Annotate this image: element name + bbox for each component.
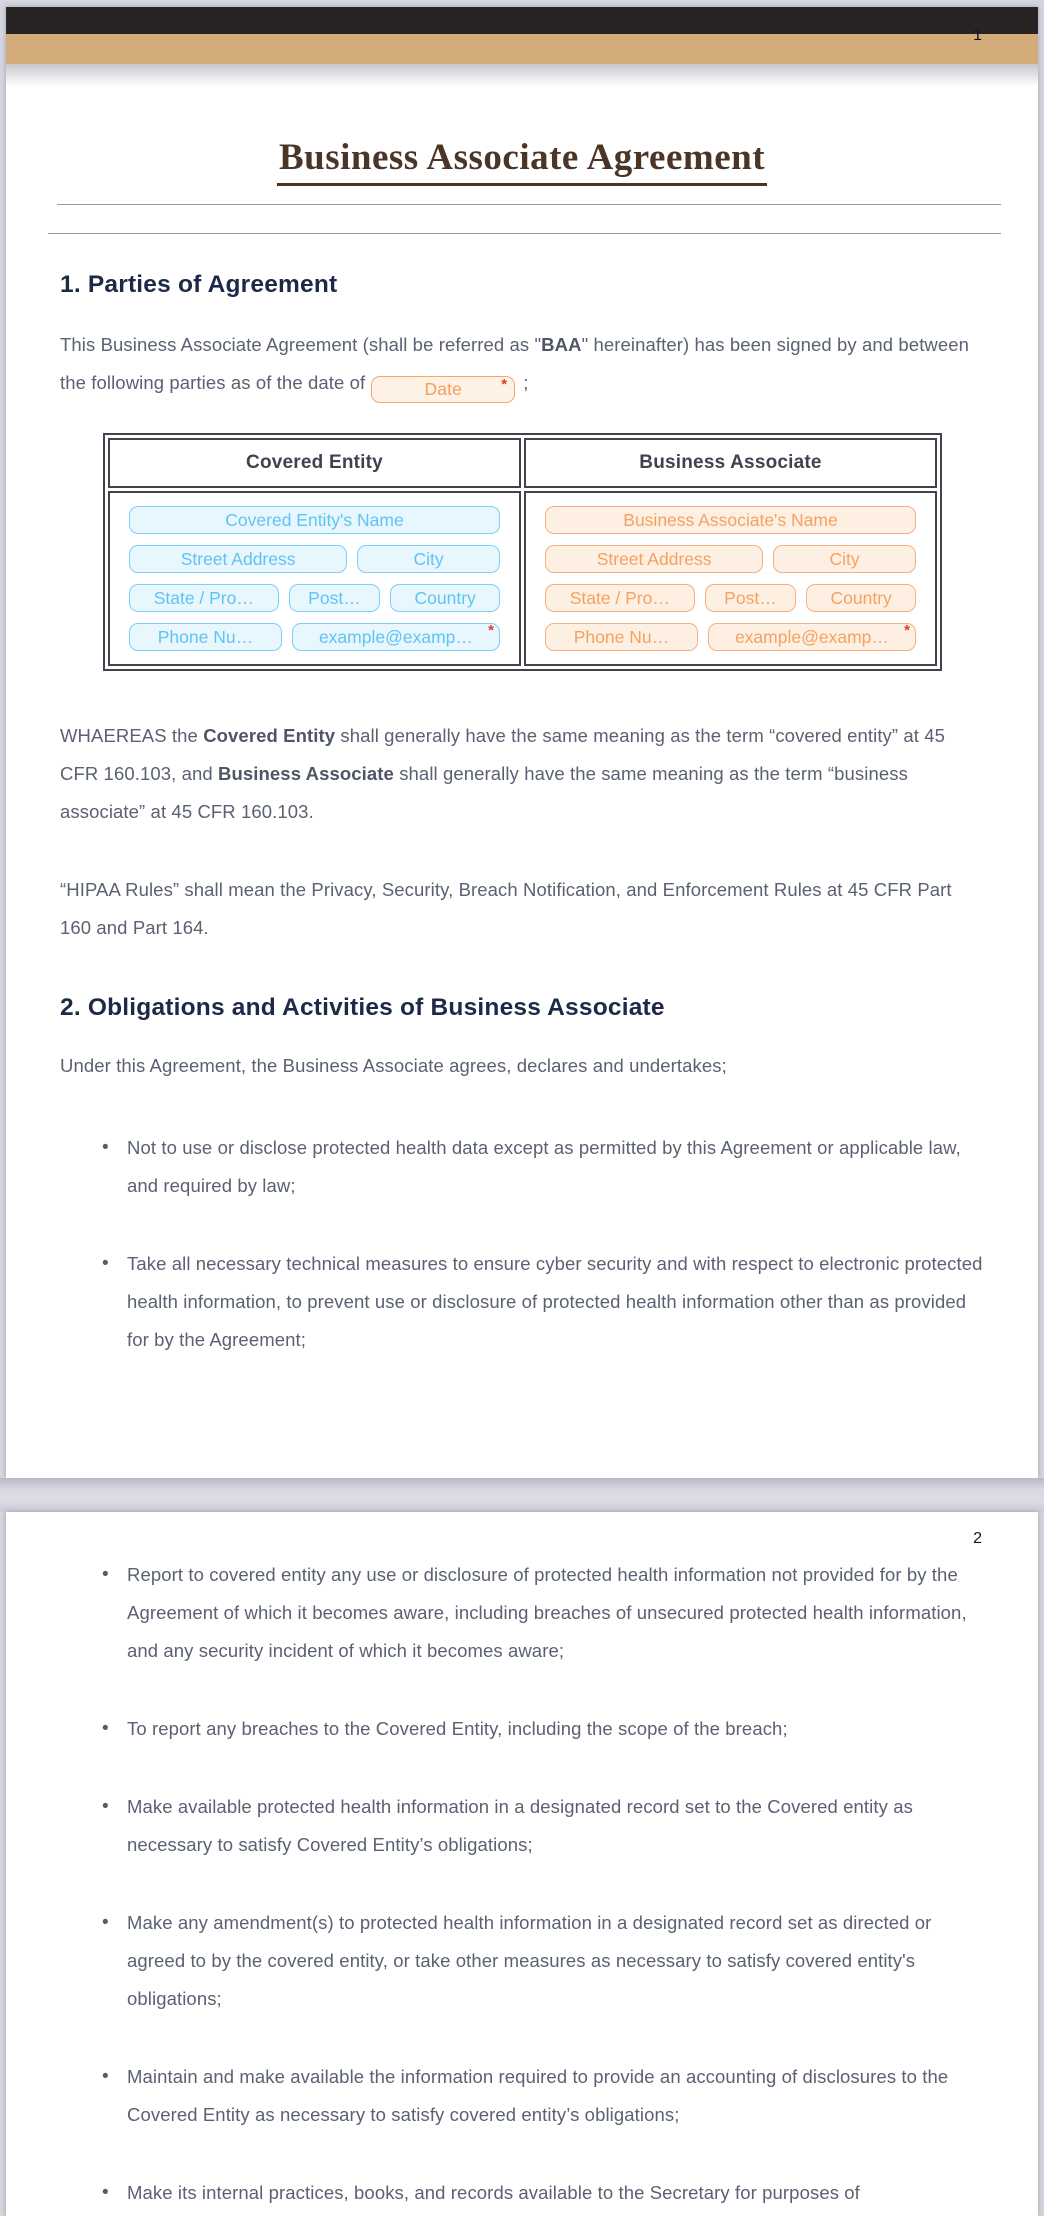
covered-entity-email-field[interactable] [292,623,500,651]
date-placeholder: Date [424,379,462,399]
list-item [100,1788,988,1864]
header-shadow [6,64,1038,90]
covered-entity-city-field[interactable]: City [357,545,500,573]
bullet-text: Maintain and make available the information required to provide an accounting of disclosures to the Covered Entity as necessary to satisfy covered entity’s obligations; [127,2066,949,2125]
list-item [100,1710,988,1748]
bullet-icon: • [102,1912,109,1933]
whereas-text-2: shall generally have the same meaning as the term “covered entity” at 45 CFR 160.103, and [60,725,946,784]
section-2-heading: 2. Obligations and Activities of Business Associate [60,994,665,1021]
covered-entity-postal-field[interactable]: Post… [289,584,381,612]
business-associate-cell [524,491,937,666]
business-associate-street-field[interactable]: Street Address [545,545,763,573]
business-associate-postal-field[interactable]: Post… [705,584,797,612]
intro-text-3: ; [523,372,529,393]
bullet-text: To report any breaches to the Covered Entity, including the scope of the breach; [127,1718,788,1739]
bullet-icon: • [102,1137,109,1158]
business-associate-state-field[interactable]: State / Pro… [545,584,695,612]
business-associate-country-field[interactable]: Country [806,584,916,612]
list-item [100,1556,988,1670]
business-associate-email-placeholder: example@examp… [734,627,889,647]
bullet-text: Take all necessary technical measures to ensure cyber security and with respect to electronic protected health information, to prevent use or disclosure of protected health information other than as provided for by the Agreement; [127,1253,983,1350]
bullet-icon: • [102,1796,109,1817]
divider-line-top [57,204,1001,205]
required-asterisk: * [488,623,494,639]
section-2-intro: Under this Agreement, the Business Associate agrees, declares and undertakes; [60,1055,727,1076]
bullet-text: Make available protected health information in a designated record set to the Covered entity as necessary to satisfy Covered Entity’s obligations; [127,1796,913,1855]
obligations-list-page-2 [100,1556,988,2212]
covered-entity-phone-field[interactable]: Phone Nu… [129,623,282,651]
section-1-heading: 1. Parties of Agreement [60,271,338,298]
whereas-text-3: shall generally have the same meaning as the term “business associate” at 45 CFR 160.103. [60,763,908,822]
title-wrap [6,136,1038,186]
obligations-list-page-1 [100,1129,988,1359]
business-associate-phone-field[interactable]: Phone Nu… [545,623,698,651]
page-gap [0,1478,1044,1512]
divider-line-bottom [48,233,1001,234]
bullet-text: Not to use or disclose protected health data except as permitted by this Agreement or applicable law, and required by law; [127,1137,961,1196]
business-associate-email-field[interactable] [708,623,916,651]
bullet-icon: • [102,1564,109,1585]
page-number-2: 2 [973,1530,982,1547]
required-asterisk: * [904,623,910,639]
intro-text-2: " hereinafter) has been signed by and between the following parties as of the date of [60,334,970,393]
bullet-text: Make any amendment(s) to protected health information in a designated record set as directed or agreed to by the covered entity, or take other measures as necessary to satisfy covered entity's obligations; [127,1912,932,2009]
whereas-text-1: WHAEREAS the [60,725,204,746]
bullet-icon: • [102,1718,109,1739]
header-tan-bar [6,34,1038,64]
list-item [100,2058,988,2134]
required-asterisk: * [501,376,508,393]
bullet-text: Make its internal practices, books, and records available to the Secretary for purposes of [127,2182,860,2203]
covered-entity-street-field[interactable]: Street Address [129,545,347,573]
intro-baa-bold: BAA [541,334,582,355]
list-item [100,1129,988,1205]
bullet-text: Report to covered entity any use or disclosure of protected health information not provided for by the Agreement of which it becomes aware, including breaches of unsecured protected health information, and any security incident of which it becomes aware; [127,1564,967,1661]
bullet-icon: • [102,1253,109,1274]
document-page-1 [6,7,1038,1478]
covered-entity-header: Covered Entity [108,438,521,488]
bullet-icon: • [102,2182,109,2203]
intro-paragraph [60,326,985,403]
list-item [100,1904,988,2018]
document-title: Business Associate Agreement [277,136,767,186]
page-number-1: 1 [973,27,982,44]
list-item [100,2174,988,2212]
business-associate-header: Business Associate [524,438,937,488]
list-item [100,1245,988,1359]
date-field[interactable] [371,376,515,403]
whereas-bold-business-associate: Business Associate [218,763,394,784]
parties-table [103,433,942,671]
hipaa-paragraph: “HIPAA Rules” shall mean the Privacy, Security, Breach Notification, and Enforcement Rules at 45 CFR Part 160 and Part 164. [60,879,952,938]
intro-text-1: This Business Associate Agreement (shall be referred as " [60,334,542,355]
bullet-icon: • [102,2066,109,2087]
whereas-bold-covered-entity: Covered Entity [203,725,336,746]
whereas-paragraph [60,717,985,831]
covered-entity-state-field[interactable]: State / Pro… [129,584,279,612]
covered-entity-cell [108,491,521,666]
header-dark-bar [6,7,1038,34]
document-page-2 [6,1512,1038,2216]
covered-entity-email-placeholder: example@examp… [318,627,473,647]
business-associate-city-field[interactable]: City [773,545,916,573]
covered-entity-name-field[interactable]: Covered Entity's Name [129,506,500,534]
business-associate-name-field[interactable]: Business Associate's Name [545,506,916,534]
covered-entity-country-field[interactable]: Country [390,584,500,612]
